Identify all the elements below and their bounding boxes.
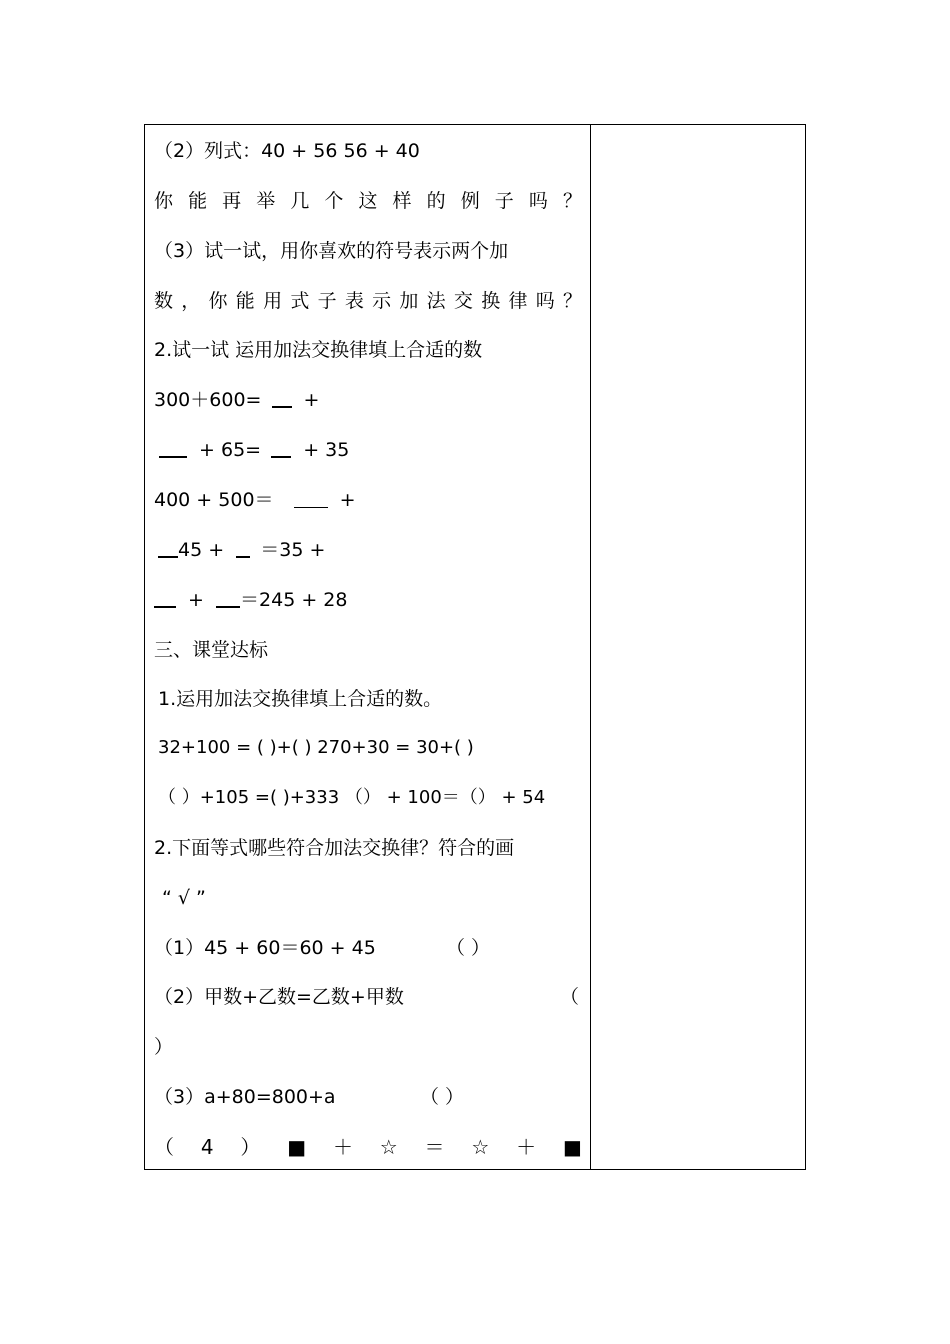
formula-question-char: 能 [235,290,255,312]
blank-4[interactable] [294,489,328,508]
more-examples-char: 举 [256,190,276,212]
blank-6[interactable] [236,538,250,558]
item-4-symbol-char: ＝ [424,1135,445,1159]
line-item-2-close: ） [154,1036,174,1058]
line-item-2 [154,982,582,1012]
line-more-examples [154,186,582,216]
eq-245-28-right: ＝245 + 28 [240,589,348,611]
formula-question-char: ， [181,290,201,312]
line-item-4-symbols [154,1132,582,1162]
formula-question-char: 式 [290,290,310,312]
item-4-symbol-char: ＋ [516,1135,537,1159]
formula-question-char: 子 [317,290,337,312]
eq-400-500-plus: + [339,489,356,511]
blank-8[interactable] [216,588,240,608]
item-4-symbol-char: ■ [562,1135,582,1159]
item-3-answer-box[interactable]: （ ） [420,1086,465,1108]
line-exercise-1-row1: 32+100 = ( )+( ) 270+30 = 30+( ) [158,737,474,758]
more-examples-char: 这 [358,190,378,212]
line-eq-300-600 [154,385,582,415]
formula-question-char: 表 [344,290,364,312]
line-check-mark-hint: “ √ ” [162,887,206,909]
item-2-equation: （2）甲数+乙数=乙数+甲数 [154,986,404,1008]
line-eq-245-28 [154,585,582,615]
eq-300-600-plus: + [303,389,320,411]
more-examples-char: 样 [392,190,412,212]
blank-7[interactable] [154,588,176,608]
more-examples-char: 子 [494,190,514,212]
more-examples-char: 你 [154,190,174,212]
blank-2[interactable] [159,438,187,458]
line-list-expression: （2）列式：40 + 56 56 + 40 [154,140,420,162]
more-examples-char: 几 [290,190,310,212]
blank-3[interactable] [271,438,291,458]
more-examples-char: 例 [460,190,480,212]
eq-245-plus: + [188,589,204,611]
item-1-equation: （1）45 + 60＝60 + 45 [154,937,376,959]
item-2-answer-open[interactable]: （ [560,986,580,1008]
formula-question-char: 法 [426,290,446,312]
more-examples-char: 个 [324,190,344,212]
section-heading-class-goal: 三、课堂达标 [154,639,269,661]
formula-question-char: 换 [481,290,501,312]
item-4-symbol-char: 4 [200,1135,214,1159]
formula-question-char: 交 [453,290,473,312]
item-4-symbol-char: ☆ [471,1135,490,1159]
formula-question-char: 你 [208,290,228,312]
formula-question-char: 吗 [535,290,555,312]
more-examples-char: 吗 [528,190,548,212]
item-3-equation: （3）a+80=800+a [154,1086,336,1108]
item-4-symbol-char: （ [154,1135,174,1159]
line-eq-65-35 [154,435,582,465]
more-examples-char: 的 [426,190,446,212]
eq-35-right: + 35 [303,439,350,461]
line-item-1 [154,933,582,963]
item-4-symbol-char: ☆ [379,1135,398,1159]
item-4-symbol-char: ） [240,1135,261,1159]
more-examples-char: 再 [222,190,242,212]
blank-5[interactable] [158,538,178,558]
eq-65-left: + 65= [199,439,262,461]
blank-1[interactable] [272,388,292,408]
eq-300-600-left: 300＋600= [154,389,262,411]
line-item-3 [154,1082,582,1112]
formula-question-char: 示 [372,290,392,312]
formula-question-char: 数 [154,290,174,312]
eq-35-plus: ＝35 + [260,539,326,561]
item-4-symbol-char: ■ [287,1135,307,1159]
more-examples-char: ？ [562,190,582,212]
line-exercise-1-row2: （ ）+105 =( )+333 （） + 100＝（） + 54 [158,787,546,808]
eq-400-500-left: 400 + 500＝ [154,489,274,511]
line-eq-400-500 [154,485,582,515]
formula-question-char: 加 [399,290,419,312]
line-formula-question [154,286,582,316]
table-column-divider [590,124,591,1170]
line-exercise-1: 1.运用加法交换律填上合适的数。 [158,688,443,710]
line-exercise-2: 2.下面等式哪些符合加法交换律？符合的画 [154,837,515,859]
item-4-symbol-char: ＋ [332,1135,353,1159]
item-1-answer-box[interactable]: （ ） [446,937,491,959]
line-try-symbols: （3）试一试，用你喜欢的符号表示两个加 [154,240,509,262]
formula-question-char: ？ [562,290,582,312]
formula-question-char: 律 [508,290,528,312]
line-try-fill: 2.试一试 运用加法交换律填上合适的数 [154,339,483,361]
line-eq-45-35 [154,535,582,565]
eq-45-left: 45 + [178,539,225,561]
more-examples-char: 能 [188,190,208,212]
formula-question-char: 用 [263,290,283,312]
